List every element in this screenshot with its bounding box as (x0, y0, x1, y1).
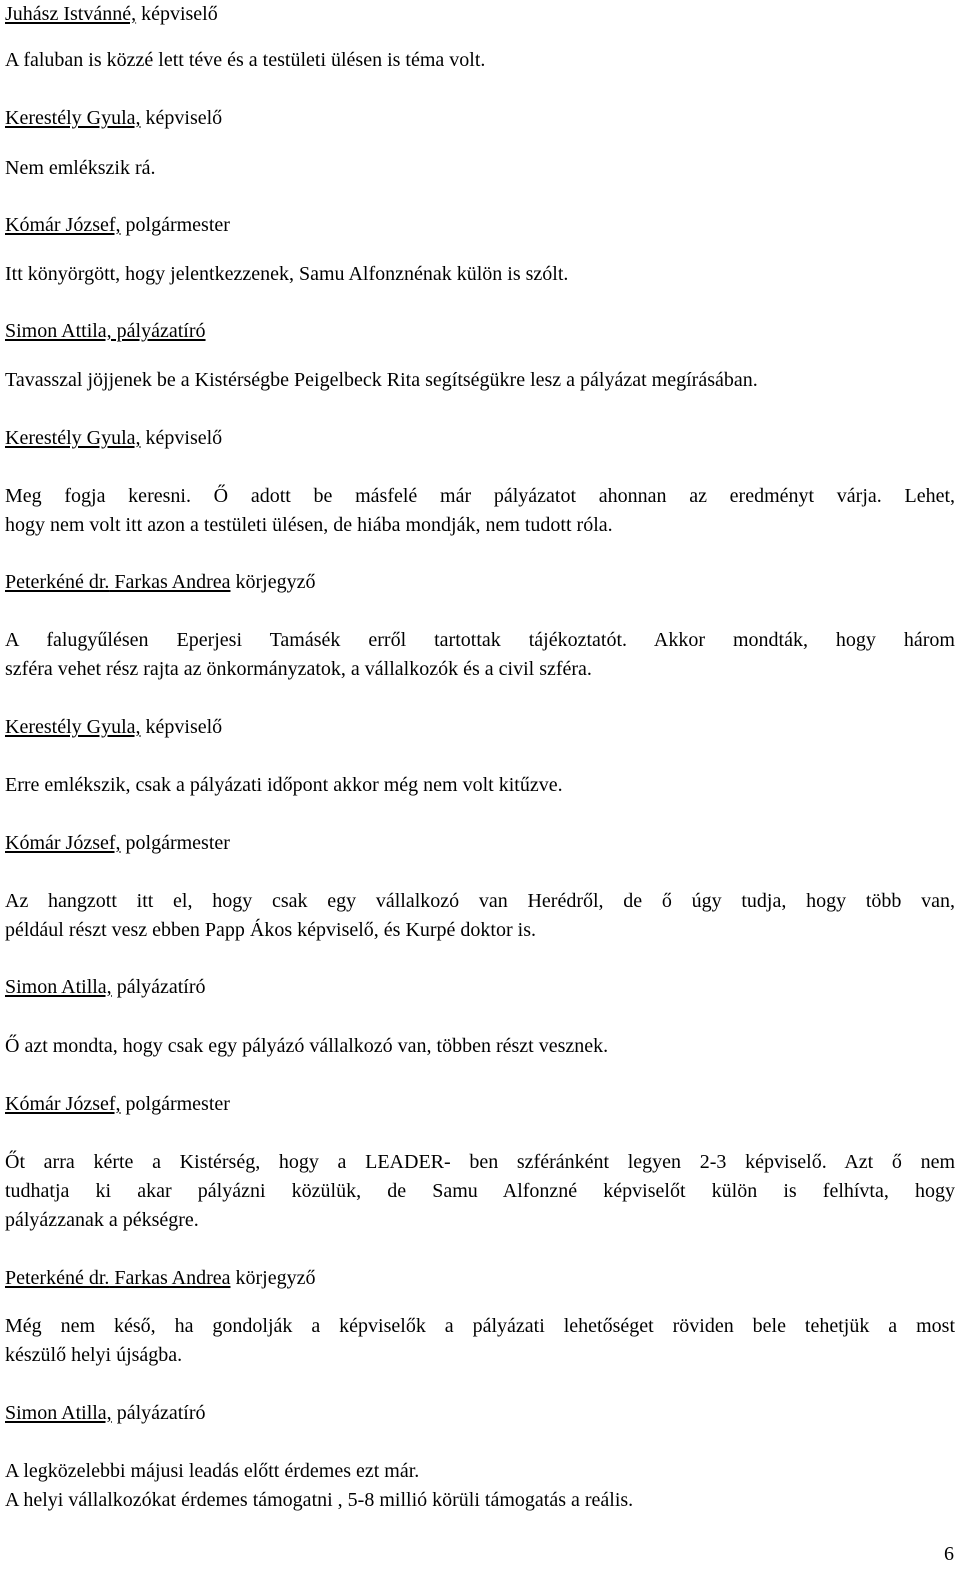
statement-paragraph (5, 46, 955, 75)
speaker-role: polgármester (120, 214, 230, 236)
paragraph-line: készülő helyi újságba. (5, 1344, 183, 1366)
paragraph-line: A helyi vállalkozókat érdemes támogatni , 5-8 millió körüli támogatás a reális. (5, 1489, 634, 1511)
statement-paragraph (5, 771, 955, 800)
speaker-heading (5, 317, 955, 346)
speaker-role: körjegyző (230, 1267, 316, 1289)
speaker-name-part: Peterkéné dr. (5, 1267, 110, 1289)
statement-paragraph (5, 1032, 955, 1061)
speaker-heading (5, 1399, 955, 1428)
statement-paragraph (5, 482, 955, 540)
speaker-heading (5, 829, 955, 858)
paragraph-line: A faluban is közzé lett téve és a testületi ülésen is téma volt. (5, 49, 486, 71)
speaker-heading (5, 0, 955, 29)
speaker-name: Simon Atilla, (5, 976, 112, 998)
speaker-role: pályázatíró (111, 976, 206, 998)
speaker-role: polgármester (120, 1093, 230, 1115)
speaker-name-part: Peterkéné dr. (5, 571, 110, 593)
speaker-name-part: Farkas Andrea (109, 571, 231, 593)
speaker-name: Juhász Istvánné, (5, 3, 137, 25)
paragraph-line: szféra vehet rész rajta az önkormányzatok, a vállalkozók és a civil szféra. (5, 658, 592, 680)
speaker-role: képviselő (136, 3, 218, 25)
statement-paragraph (5, 260, 955, 289)
statement-paragraph (5, 1457, 955, 1515)
speaker-heading (5, 211, 955, 240)
speaker-name: Kómár József, (5, 1093, 121, 1115)
paragraph-line: pályázzanak a pékségre. (5, 1209, 199, 1231)
speaker-heading (5, 713, 955, 742)
paragraph-line: Tavasszal jöjjenek be a Kistérségbe Peigelbeck Rita segítségükre lesz a pályázat megírásában. (5, 369, 758, 391)
statement-paragraph (5, 1148, 955, 1235)
paragraph-line: A legközelebbi májusi leadás előtt érdemes ezt már. (5, 1460, 420, 1482)
speaker-role: pályázatíró (111, 1402, 206, 1424)
speaker-heading (5, 1090, 955, 1119)
speaker-name: Kómár József, (5, 214, 121, 236)
statement-paragraph (5, 1312, 955, 1370)
speaker-role: képviselő (140, 716, 223, 738)
paragraph-line: Erre emlékszik, csak a pályázati időpont akkor még nem volt kitűzve. (5, 774, 563, 796)
statement-paragraph (5, 154, 955, 183)
paragraph-line: tudhatja ki akar pályázni közülük, de Samu Alfonzné képviselőt külön is felhívta, hogy (5, 1180, 955, 1202)
speaker-heading (5, 1264, 955, 1293)
statement-paragraph (5, 366, 955, 395)
speaker-heading (5, 104, 955, 133)
paragraph-line: hogy nem volt itt azon a testületi ülésen, de hiába mondják, nem tudott róla. (5, 514, 613, 536)
speaker-heading (5, 973, 955, 1002)
speaker-name: Kerestély Gyula, (5, 716, 141, 738)
speaker-name: Simon Attila, pályázatíró (5, 320, 206, 342)
paragraph-line: A falugyűlésen Eperjesi Tamásék erről tartottak tájékoztatót. Akkor mondták, hogy három (5, 629, 955, 651)
speaker-name: Kómár József, (5, 832, 121, 854)
paragraph-line: Őt arra kérte a Kistérség, hogy a LEADER- ben szféránként legyen 2-3 képviselő. Azt ő nem (5, 1151, 955, 1173)
paragraph-line: Itt könyörgött, hogy jelentkezzenek, Samu Alfonznénak külön is szólt. (5, 263, 569, 285)
speaker-name-part: Farkas Andrea (109, 1267, 231, 1289)
page-number: 6 (944, 1543, 954, 1565)
speaker-role: körjegyző (230, 571, 316, 593)
speaker-role: képviselő (140, 107, 223, 129)
speaker-name: Simon Atilla, (5, 1402, 112, 1424)
speaker-name: Kerestély Gyula, (5, 427, 141, 449)
paragraph-line: Az hangzott itt el, hogy csak egy vállalkozó van Herédről, de ő úgy tudja, hogy több van, (5, 890, 955, 912)
speaker-heading (5, 424, 955, 453)
paragraph-line: például részt vesz ebben Papp Ákos képviselő, és Kurpé doktor is. (5, 919, 536, 941)
speaker-heading (5, 568, 955, 597)
speaker-role: polgármester (120, 832, 230, 854)
paragraph-line: Még nem késő, ha gondolják a képviselők a pályázati lehetőséget röviden bele tehetjük a most (5, 1315, 955, 1337)
statement-paragraph (5, 887, 955, 945)
speaker-name: Kerestély Gyula, (5, 107, 141, 129)
paragraph-line: Nem emlékszik rá. (5, 157, 156, 179)
paragraph-line: Ő azt mondta, hogy csak egy pályázó vállalkozó van, többen részt vesznek. (5, 1035, 609, 1057)
speaker-role: képviselő (140, 427, 223, 449)
paragraph-line: Meg fogja keresni. Ő adott be másfelé már pályázatot ahonnan az eredményt várja. Lehet, (5, 485, 955, 507)
statement-paragraph (5, 626, 955, 684)
